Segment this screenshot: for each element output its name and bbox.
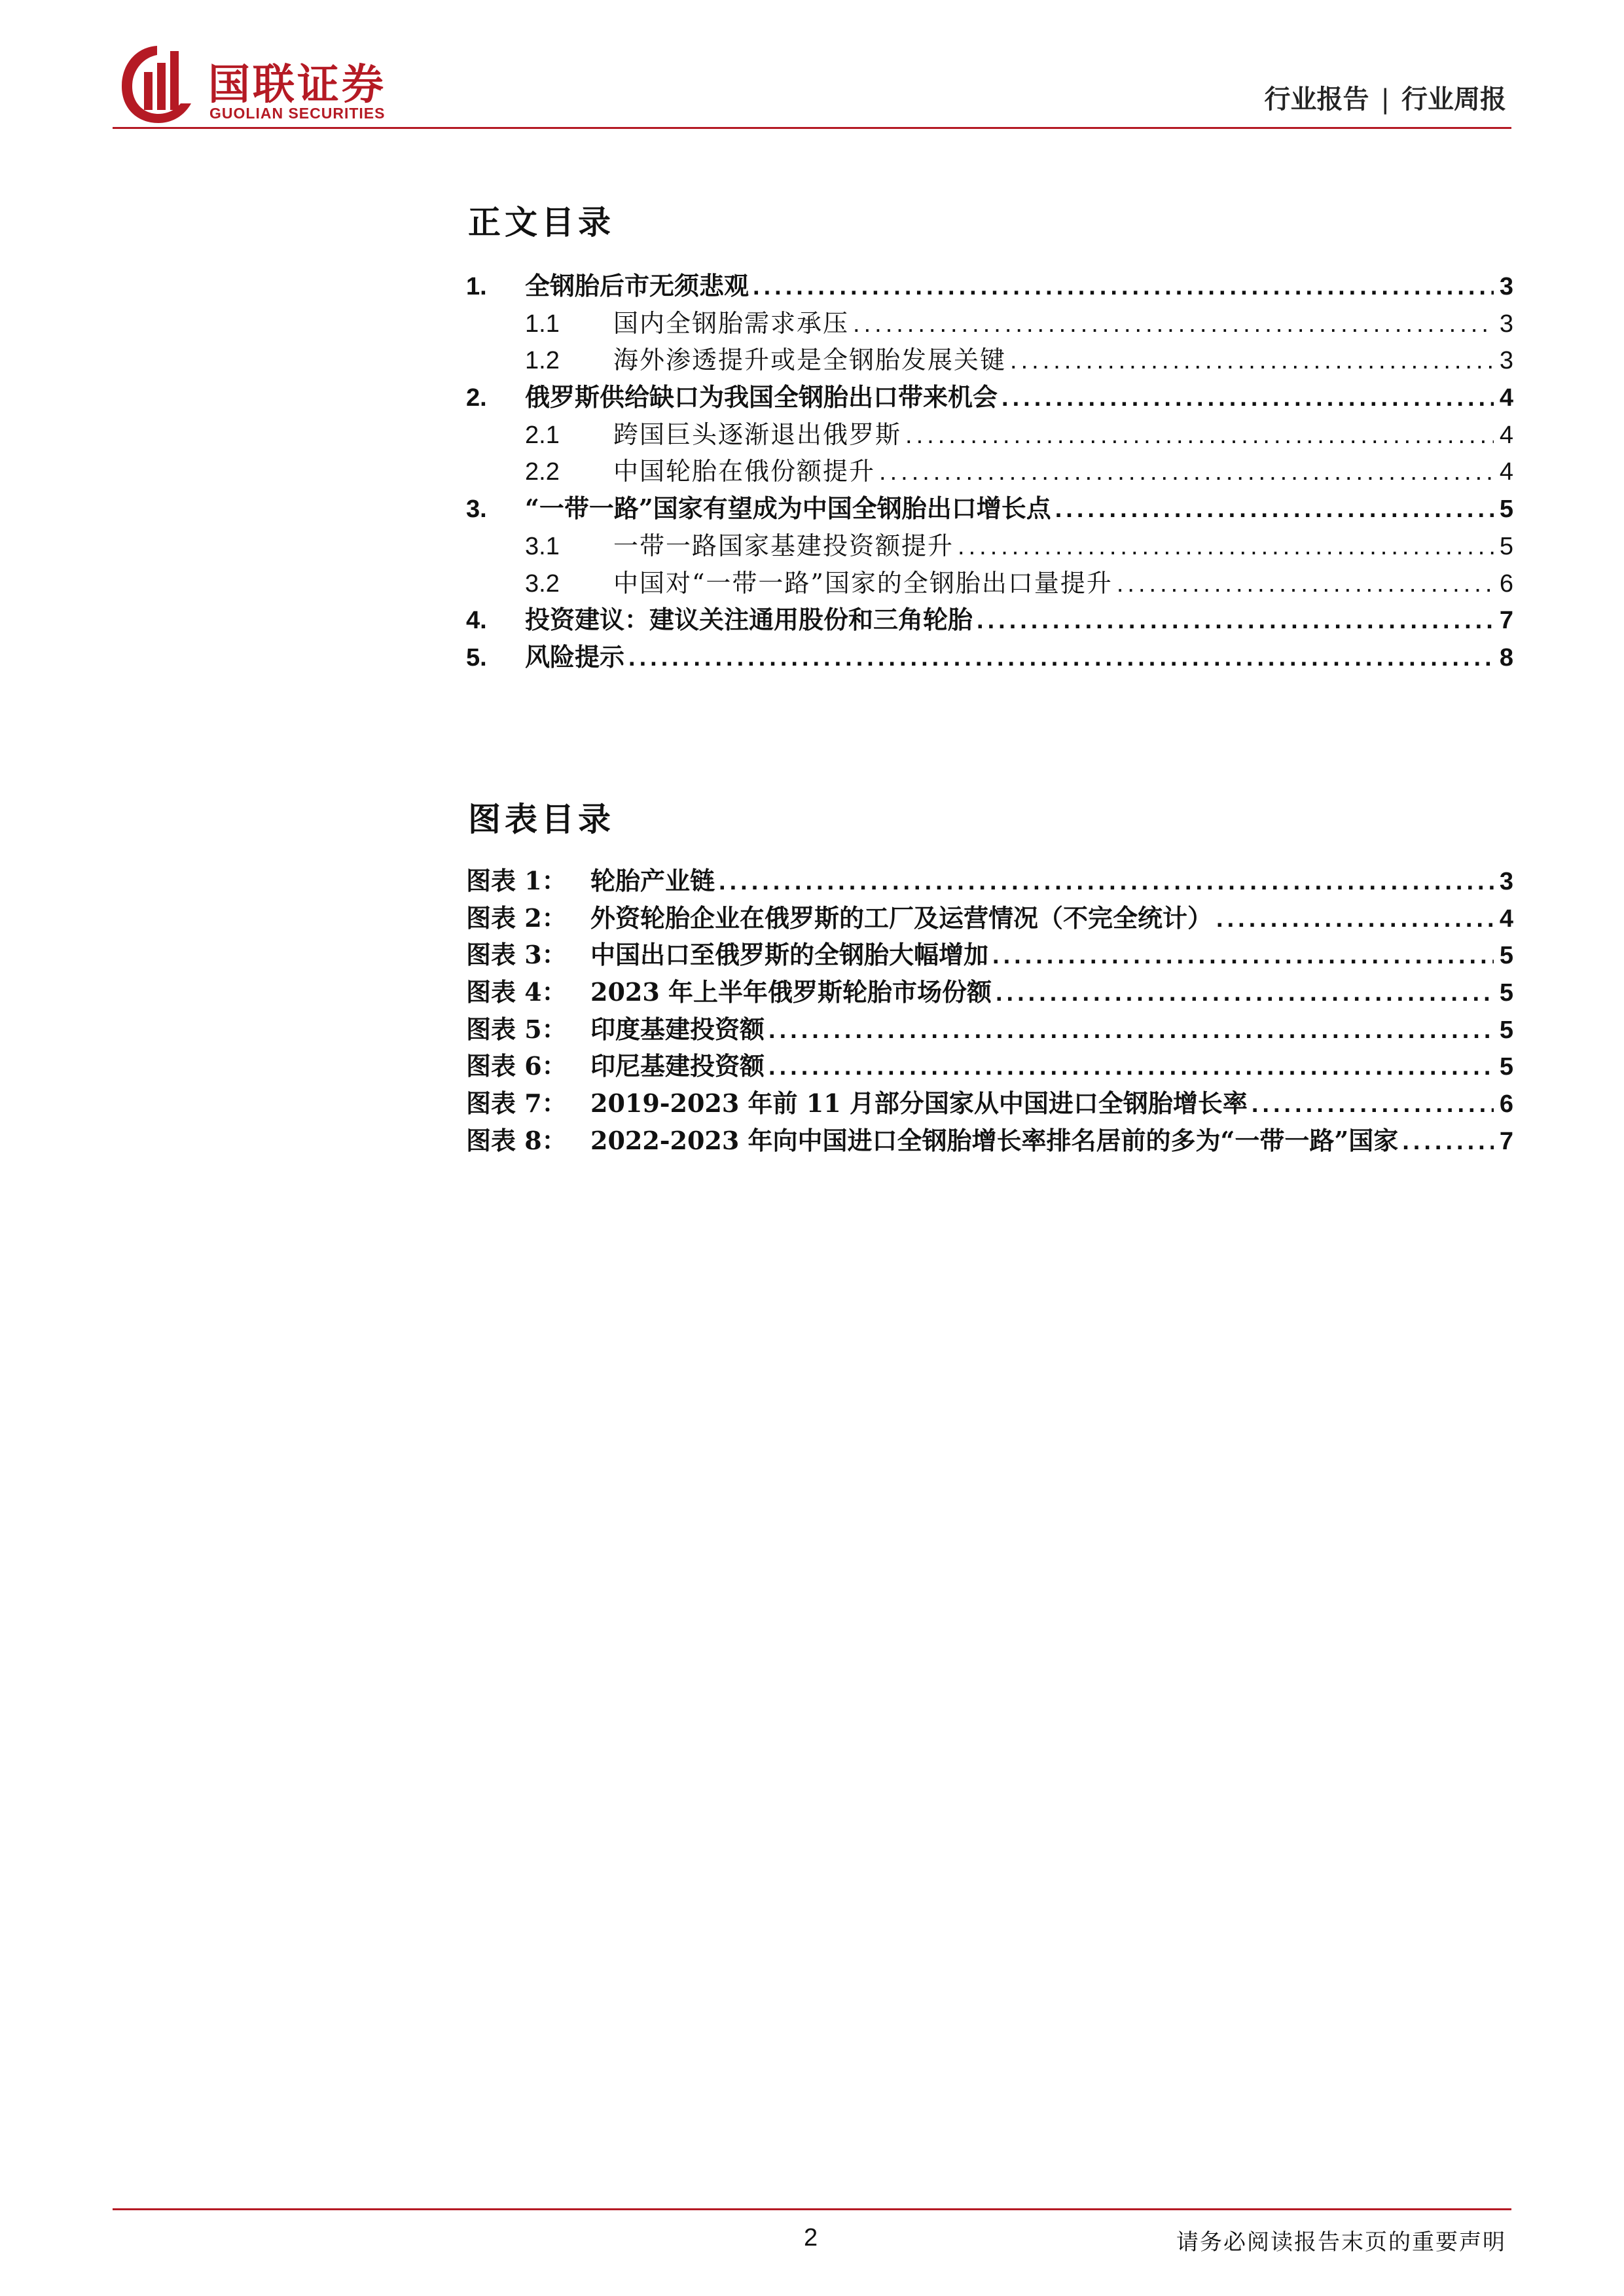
report-type: 行业报告 xyxy=(1264,84,1369,115)
figure-item[interactable]: 图表 3： 中国出口至俄罗斯的全钢胎大幅增加 ..... 5 xyxy=(466,937,1513,974)
figure-item[interactable]: 图表 1： 轮胎产业链 ..... 3 xyxy=(466,863,1513,900)
figure-item[interactable]: 图表 6： 印尼基建投资额 ..... 5 xyxy=(466,1048,1513,1085)
figure-item[interactable]: 图表 7： 2019-2023 年前 11 月部分国家从中国进口全钢胎增长率 ..... 6 xyxy=(466,1085,1513,1122)
logo-english-text: GUOLIAN SECURITIES xyxy=(209,105,386,122)
toc-list xyxy=(466,268,1513,676)
toc-item[interactable]: 1.1 国内全钢胎需求承压 ..... 3 xyxy=(466,305,1513,342)
guolian-logo-icon xyxy=(118,41,195,126)
figures-title: 图表目录 xyxy=(468,800,615,838)
disclaimer-note: 请务必阅读报告末页的重要声明 xyxy=(1176,2229,1506,2255)
report-subtype: 行业周报 xyxy=(1401,84,1506,115)
toc-item[interactable]: 3.1 一带一路国家基建投资额提升 ..... 5 xyxy=(466,528,1513,565)
figure-item[interactable]: 图表 4： 2023 年上半年俄罗斯轮胎市场份额 ..... 5 xyxy=(466,974,1513,1011)
figures-list xyxy=(466,863,1513,1160)
figure-item[interactable]: 图表 8： 2022-2023 年向中国进口全钢胎增长率排名居前的多为“一带一路”国家 ..... 7 xyxy=(466,1122,1513,1160)
figure-item[interactable]: 图表 5： 印度基建投资额 ..... 5 xyxy=(466,1011,1513,1049)
toc-item[interactable]: 2. 俄罗斯供给缺口为我国全钢胎出口带来机会 ..... 4 xyxy=(466,379,1513,416)
toc-item[interactable]: 4. 投资建议：建议关注通用股份和三角轮胎 ..... 7 xyxy=(466,601,1513,639)
toc-item[interactable]: 1. 全钢胎后市无须悲观 ..... 3 xyxy=(466,268,1513,305)
header-rule xyxy=(113,127,1511,129)
toc-item[interactable]: 1.2 海外渗透提升或是全钢胎发展关键 ..... 3 xyxy=(466,342,1513,379)
report-category xyxy=(1265,79,1506,116)
footer-rule xyxy=(113,2208,1511,2210)
company-logo xyxy=(118,41,432,126)
toc-title: 正文目录 xyxy=(468,203,615,242)
toc-item[interactable]: 3.2 中国对“一带一路”国家的全钢胎出口量提升 ..... 6 xyxy=(466,565,1513,602)
toc-item[interactable]: 2.1 跨国巨头逐渐退出俄罗斯 ..... 4 xyxy=(466,416,1513,454)
toc-item[interactable]: 5. 风险提示 ..... 8 xyxy=(466,639,1513,676)
header-separator: | xyxy=(1380,84,1390,115)
page-number: 2 xyxy=(804,2224,818,2251)
figure-item[interactable]: 图表 2： 外资轮胎企业在俄罗斯的工厂及运营情况（不完全统计） ..... 4 xyxy=(466,900,1513,937)
logo-chinese-text: 国联证券 xyxy=(208,61,386,109)
toc-item[interactable]: 2.2 中国轮胎在俄份额提升 ..... 4 xyxy=(466,453,1513,490)
toc-item[interactable]: 3. “一带一路”国家有望成为中国全钢胎出口增长点 ..... 5 xyxy=(466,490,1513,528)
